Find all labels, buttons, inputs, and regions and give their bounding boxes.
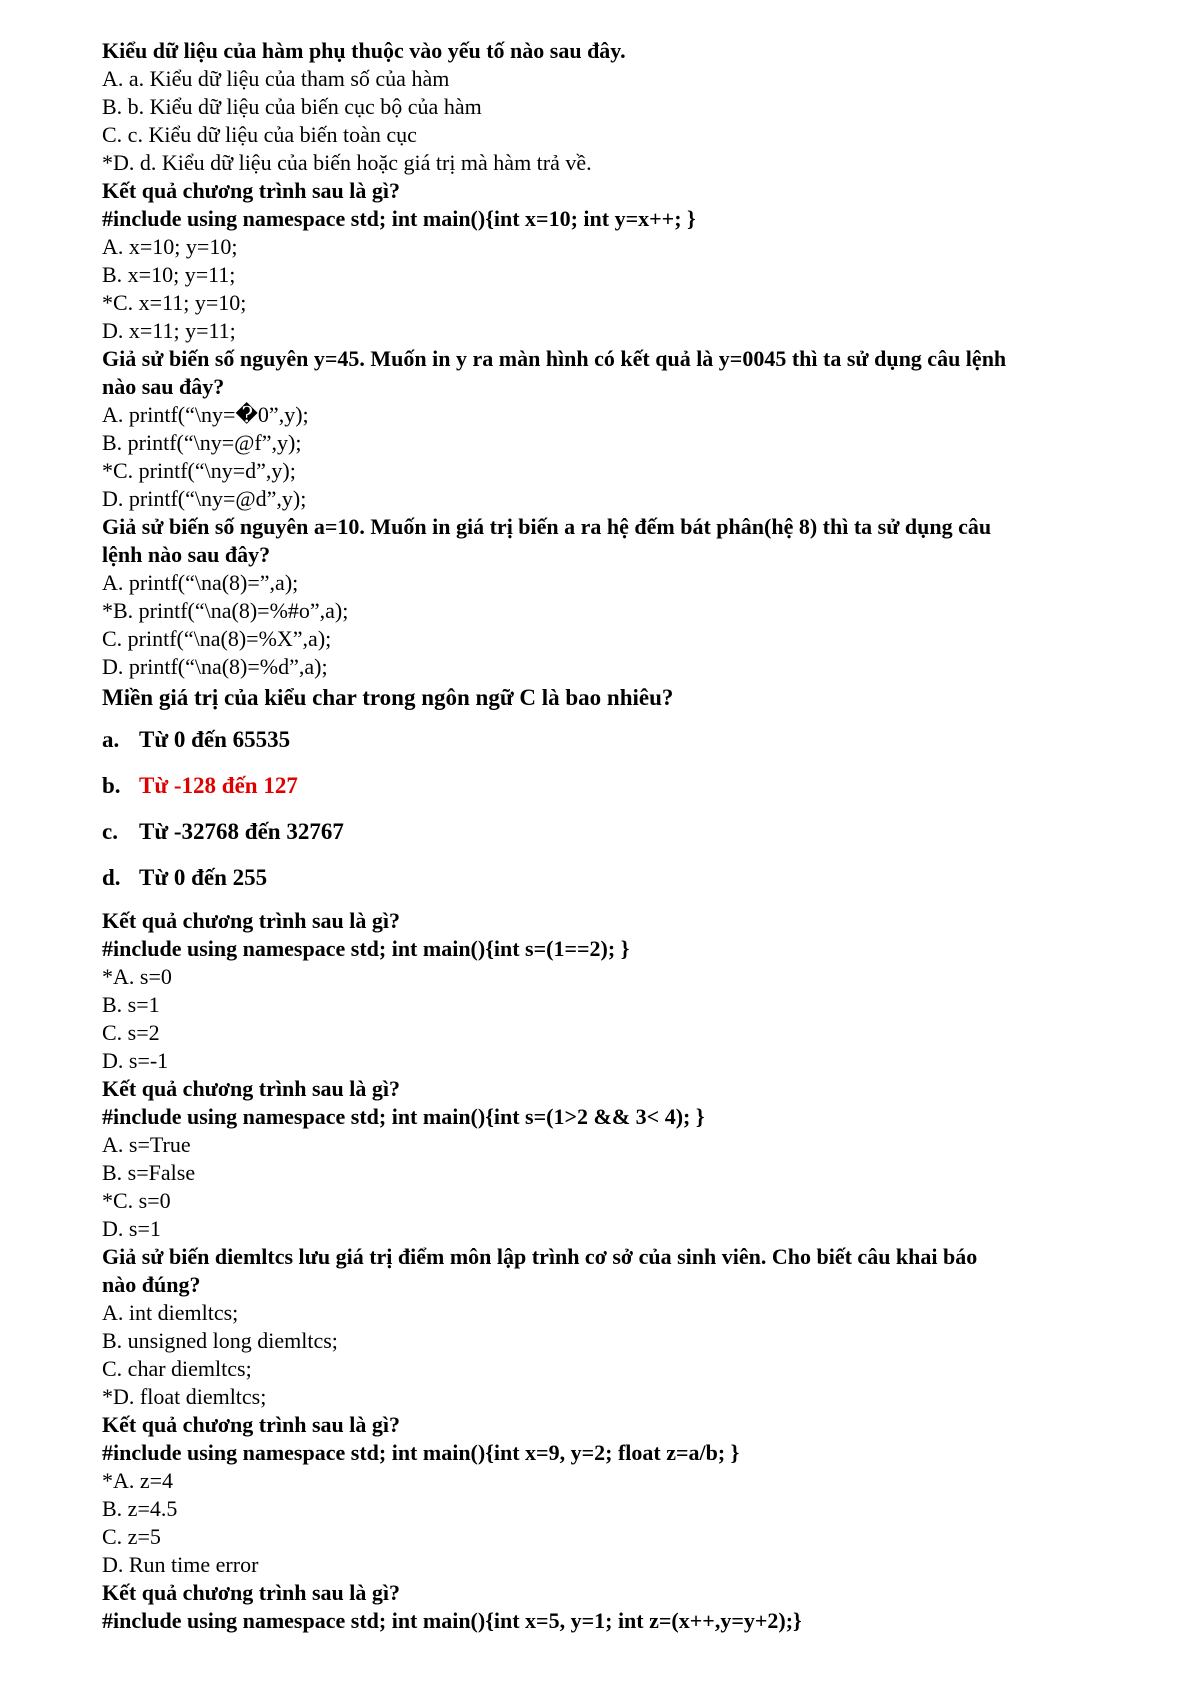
answer-option: A. printf(“\ny=�0”,y); (102, 402, 309, 427)
char-option-d (102, 863, 1112, 893)
option-letter: a. (102, 727, 120, 752)
answer-option: B. printf(“\ny=@f”,y); (102, 430, 302, 455)
question-text: Kết quả chương trình sau là gì? (102, 178, 400, 203)
answer-option: *C. x=11; y=10; (102, 290, 247, 315)
answer-option: *C. printf(“\ny=d”,y); (102, 458, 296, 483)
code-snippet: #include using namespace std; int main(){int x=5, y=1; int z=(x++,y=y+2);} (102, 1608, 802, 1633)
answer-option: A. printf(“\na(8)=”,a); (102, 570, 299, 595)
code-snippet: #include using namespace std; int main(){int s=(1==2); } (102, 936, 630, 961)
char-option-c (102, 817, 1112, 847)
question-text: Kết quả chương trình sau là gì? (102, 908, 400, 933)
char-question-text: Miền giá trị của kiểu char trong ngôn ngữ C là bao nhiêu? (102, 685, 674, 710)
question-text-continued: nào đúng? (102, 1272, 201, 1297)
question-text-continued: nào sau đây? (102, 374, 225, 399)
code-snippet: #include using namespace std; int main(){int x=9, y=2; float z=a/b; } (102, 1440, 740, 1465)
option-letter: b. (102, 773, 121, 798)
answer-option: D. printf(“\na(8)=%d”,a); (102, 654, 328, 679)
answer-option: D. printf(“\ny=@d”,y); (102, 486, 307, 511)
question-text: Giả sử biến diemltcs lưu giá trị điểm môn lập trình cơ sở của sinh viên. Cho biết câu khai báo (102, 1244, 978, 1269)
answer-option: B. unsigned long diemltcs; (102, 1328, 338, 1353)
answer-option: B. x=10; y=11; (102, 262, 236, 287)
answer-option: C. printf(“\na(8)=%X”,a); (102, 626, 332, 651)
question-text: Giả sử biến số nguyên a=10. Muốn in giá trị biến a ra hệ đếm bát phân(hệ 8) thì ta sử dụng câu (102, 514, 992, 539)
option-letter: c. (102, 819, 118, 844)
answer-option: D. Run time error (102, 1552, 259, 1577)
answer-option: *D. float diemltcs; (102, 1384, 267, 1409)
answer-option: C. s=2 (102, 1020, 160, 1045)
answer-option: B. z=4.5 (102, 1496, 178, 1521)
answer-option: B. b. Kiểu dữ liệu của biến cục bộ của hàm (102, 94, 482, 119)
answer-option: B. s=1 (102, 992, 160, 1017)
answer-option: *A. z=4 (102, 1468, 174, 1493)
question-text: Kiểu dữ liệu của hàm phụ thuộc vào yếu tố nào sau đây. (102, 38, 626, 63)
answer-option: A. a. Kiểu dữ liệu của tham số của hàm (102, 66, 450, 91)
answer-option: *C. s=0 (102, 1188, 171, 1213)
answer-option: C. c. Kiểu dữ liệu của biến toàn cục (102, 122, 417, 147)
answer-option: C. z=5 (102, 1524, 161, 1549)
answer-option: D. s=-1 (102, 1048, 169, 1073)
option-text: Từ -32768 đến 32767 (139, 819, 344, 844)
code-snippet: #include using namespace std; int main(){int s=(1>2 && 3< 4); } (102, 1104, 705, 1129)
answer-option: A. s=True (102, 1132, 191, 1157)
question-text-continued: lệnh nào sau đây? (102, 542, 271, 567)
char-option-a (102, 725, 1112, 755)
question-text: Giả sử biến số nguyên y=45. Muốn in y ra màn hình có kết quả là y=0045 thì ta sử dụng câu lệnh (102, 346, 1007, 371)
answer-option: *B. printf(“\na(8)=%#o”,a); (102, 598, 349, 623)
char-option-b-correct (102, 771, 1112, 801)
answer-option: D. x=11; y=11; (102, 318, 236, 343)
answer-option: *A. s=0 (102, 964, 172, 989)
option-text: Từ 0 đến 255 (139, 865, 268, 890)
answer-option: B. s=False (102, 1160, 196, 1185)
code-snippet: #include using namespace std; int main(){int x=10; int y=x++; } (102, 206, 696, 231)
answer-option: D. s=1 (102, 1216, 161, 1241)
option-text-correct: Từ -128 đến 127 (139, 773, 298, 798)
option-text: Từ 0 đến 65535 (139, 727, 291, 752)
answer-option: C. char diemltcs; (102, 1356, 252, 1381)
option-letter: d. (102, 865, 121, 890)
answer-option: A. int diemltcs; (102, 1300, 239, 1325)
question-text: Kết quả chương trình sau là gì? (102, 1412, 400, 1437)
answer-option: A. x=10; y=10; (102, 234, 238, 259)
question-text: Kết quả chương trình sau là gì? (102, 1076, 400, 1101)
answer-option: *D. d. Kiểu dữ liệu của biến hoặc giá trị mà hàm trả về. (102, 150, 592, 175)
document-content (102, 37, 1112, 1635)
question-text: Kết quả chương trình sau là gì? (102, 1580, 400, 1605)
